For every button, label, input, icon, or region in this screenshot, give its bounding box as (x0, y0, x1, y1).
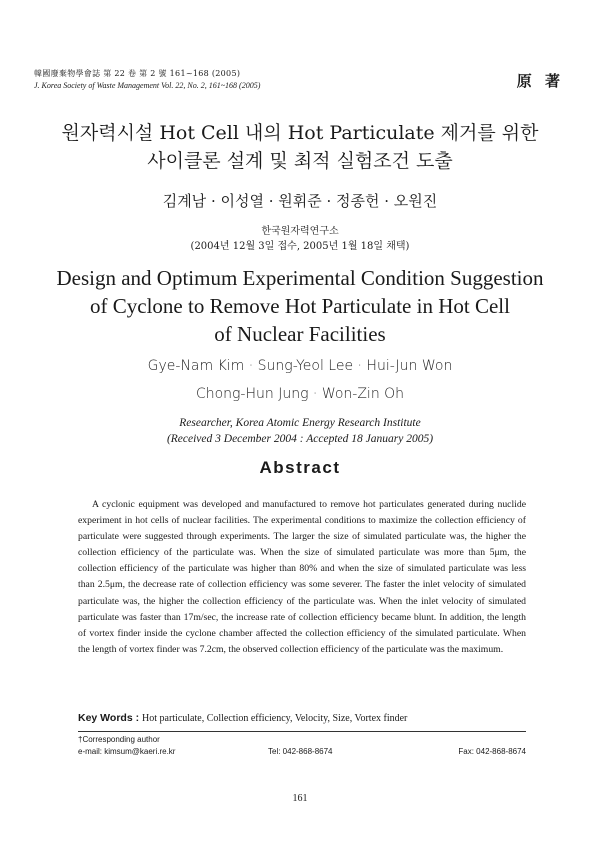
english-affiliation-block (0, 415, 600, 447)
korean-title (0, 119, 600, 175)
keywords (78, 712, 538, 724)
english-title-line: of Cyclone to Remove Hot Particulate in Hot Cell (90, 294, 510, 318)
korean-title-line: 원자력시설 Hot Cell 내의 Hot Particulate 제거를 위한 (61, 122, 539, 144)
contact-email: e-mail: kimsum@kaeri.re.kr (78, 747, 176, 756)
korean-title-line: 사이클론 설계 및 최적 실험조건 도출 (147, 150, 453, 172)
korean-affiliation: 한국원자력연구소 (261, 226, 339, 237)
contact-tel: Tel: 042-868-8674 (268, 747, 333, 756)
article-type-label: 原 著 (516, 72, 564, 90)
english-received-dates: (Received 3 December 2004 : Accepted 18 January 2005) (166, 433, 434, 445)
english-authors-line: Chong-Hun Jung · Won-Zin Oh (195, 386, 405, 402)
abstract-heading: Abstract (259, 458, 341, 477)
corresponding-author-note: †Corresponding author (78, 735, 160, 744)
english-authors (0, 352, 600, 408)
journal-citation-english: J. Korea Society of Waste Management Vol. 22, No. 2, 161~168 (2005) (34, 81, 261, 90)
korean-affiliation-block (0, 224, 600, 254)
journal-citation-korean: 韓國廢棄物學會誌 第 22 卷 第 2 號 161~168 (2005) (34, 69, 241, 78)
page-number: 161 (292, 793, 308, 804)
english-title-line: of Nuclear Facilities (214, 322, 386, 346)
keywords-text: Hot particulate, Collection efficiency, Velocity, Size, Vortex finder (142, 713, 408, 724)
korean-authors: 김계남 · 이성열 · 원휘준 · 정종헌 · 오원진 (162, 192, 438, 210)
contact-fax: Fax: 042-868-8674 (458, 747, 526, 756)
footnote (78, 734, 526, 758)
english-affiliation: Researcher, Korea Atomic Energy Research Institute (179, 417, 421, 429)
journal-citation (34, 68, 260, 92)
keywords-separator: : (132, 712, 142, 724)
english-authors-line: Gye-Nam Kim · Sung-Yeol Lee · Hui-Jun Won (147, 358, 453, 374)
contact-row (78, 746, 526, 758)
abstract-text: A cyclonic equipment was developed and manufactured to remove hot particulates generated during nuclide experiment in hot cells of nuclear facilities. The experimental conditions to maximize the collection efficiency of particulate were suggested through experiments. The larger the size of simulated particulate was, the higher the collection efficiency of the particulate was. When the size of simulated particulate was more than 5μm, the collection efficiency of the particulate was higher than 80% and when the size of simulated particulate was less than 2.5μm, the decrease rate of collection efficiency was some severer. The faster the inlet velocity of simulated particulate was, the higher the collection efficiency of the particulate was. When the inlet velocity of simulated particulate was faster than 17m/sec, the increase rate of collection efficiency became blunt. In addition, the length of vortex finder inside the cyclone chamber affected the collection efficiency of the simulated particulate. When the length of vortex finder was 7.2cm, the observed collection efficiency of the particulate was the maximum. (78, 499, 526, 655)
english-title-line: Design and Optimum Experimental Condition Suggestion (56, 266, 544, 290)
keywords-label: Key Words (78, 712, 133, 724)
korean-received-dates: (2004년 12월 3일 접수, 2005년 1월 18일 채택) (190, 241, 410, 252)
footnote-divider (78, 731, 526, 732)
english-title (0, 264, 600, 348)
